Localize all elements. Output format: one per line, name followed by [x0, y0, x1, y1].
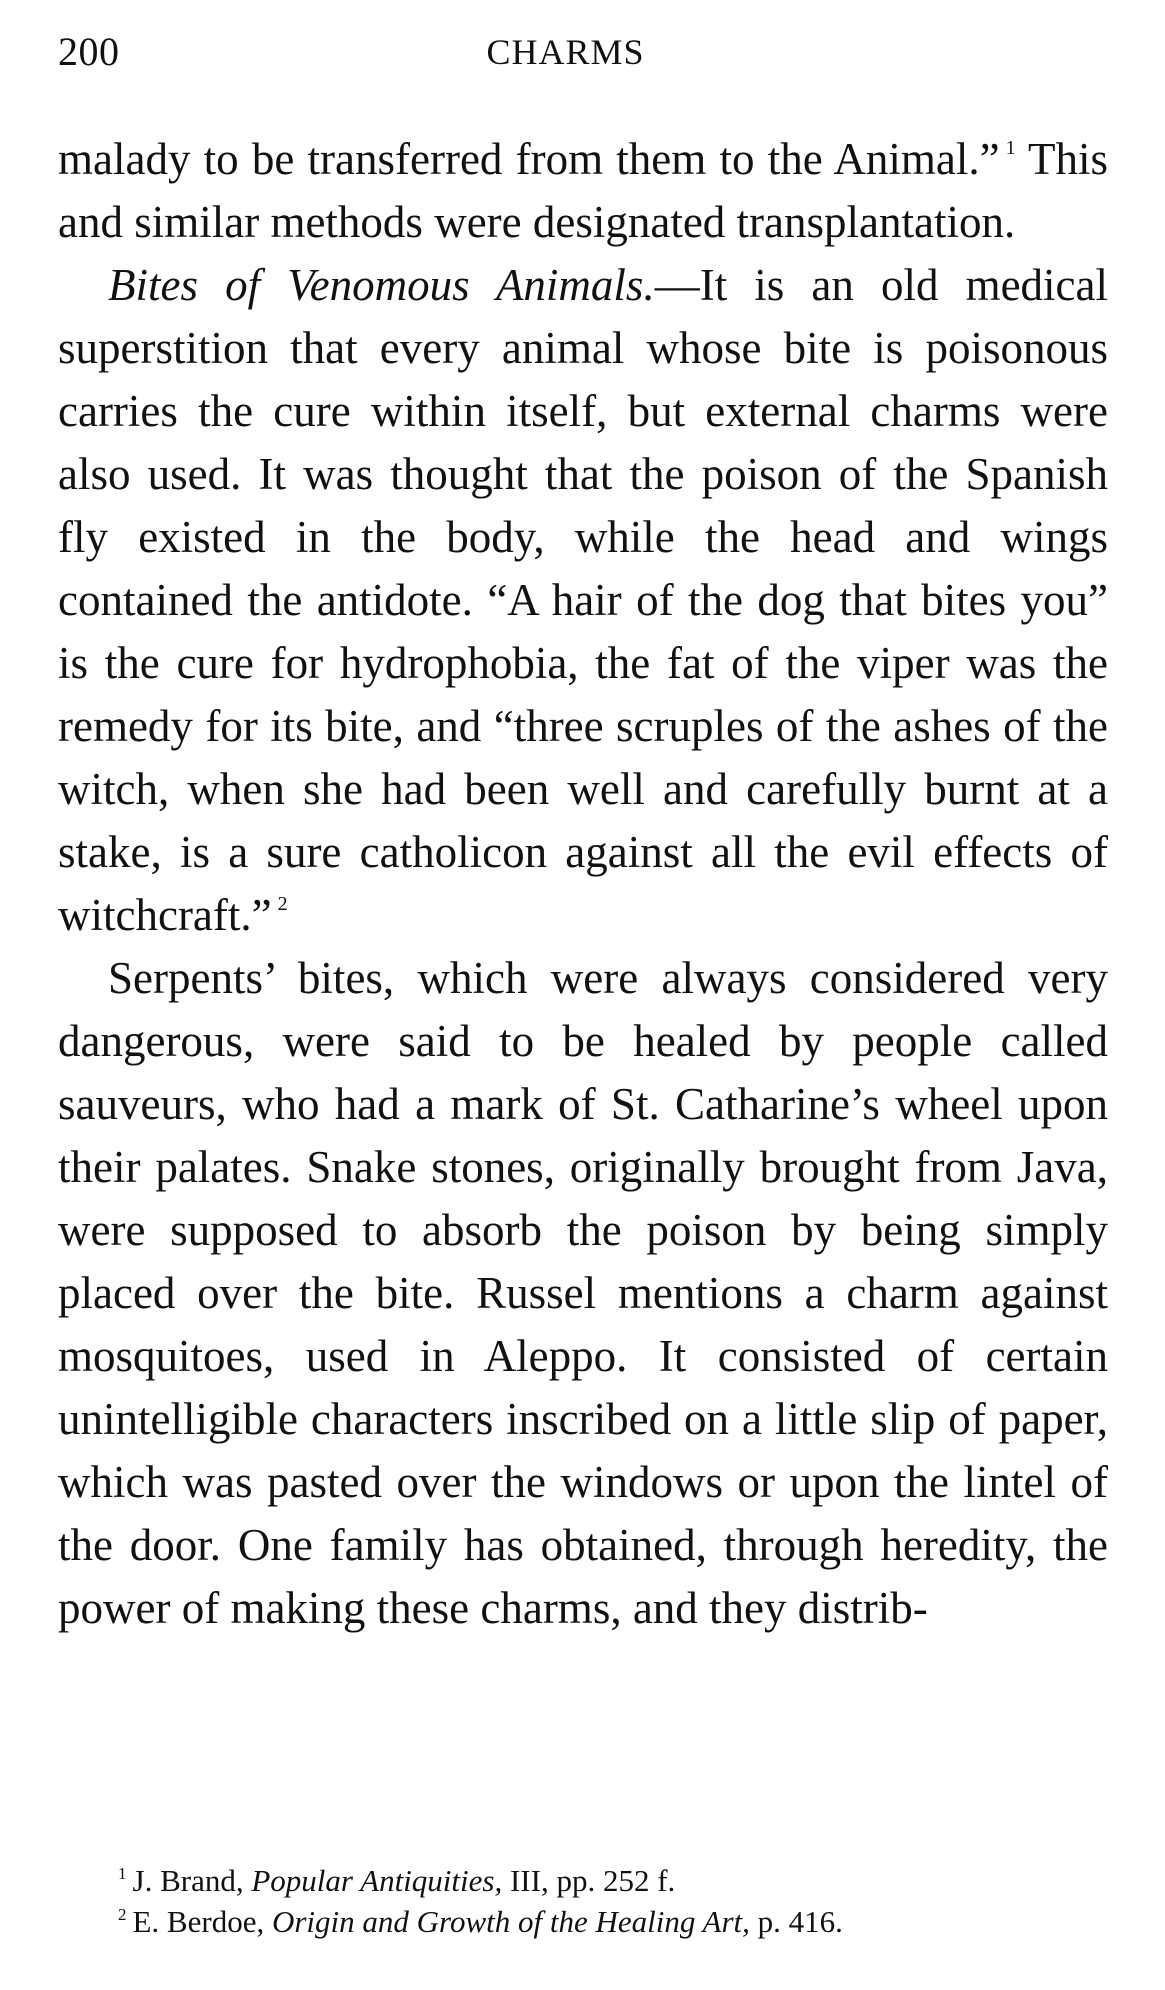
paragraph-3	[58, 947, 1108, 1640]
footnote-1	[118, 1860, 1108, 1901]
paragraph-3-text: Serpents’ bites, which were always considered very dangerous, were said to be healed by people called sauveurs, who had a mark of St. Catharine’s wheel upon their palates. Snake stones, originally brought from Java, were supposed to absorb the poison by being simply placed over the bite. Russel mentions a charm against mosquitoes, used in Aleppo. It consisted of certain unintelligible characters inscribed on a little slip of paper, which was pasted over the windows or upon the lintel of the door. One family has obtained, through heredity, the power of making these charms, and they distrib-	[58, 953, 1108, 1633]
footnote-author: J. Brand,	[132, 1863, 252, 1898]
footnote-ref-1: 1	[1005, 137, 1016, 159]
footnote-location: p. 416.	[749, 1904, 843, 1939]
footnotes	[118, 1860, 1108, 1942]
paragraph-1-text: malady to be transferred from them to the Animal.”	[58, 134, 1000, 184]
footnote-location: III, pp. 252 f.	[502, 1863, 676, 1898]
footnote-author: E. Berdoe,	[132, 1904, 272, 1939]
paragraph-1-tail: This and similar methods were designated transplantation.	[58, 134, 1109, 247]
footnote-marker: 1	[118, 1864, 127, 1883]
page-number: 200	[58, 29, 120, 74]
body-text	[58, 128, 1108, 1640]
paragraph-2-text: —It is an old medical superstition that every animal whose bite is poisonous carries the cure within itself, but external charms were also used. It was thought that the poison of the Spanish fly existed in the body, while the head and wings contained the antidote. “A hair of the dog that bites you” is the cure for hydrophobia, the fat of the viper was the remedy for its bite, and “three scruples of the ashes of the witch, when she had been well and carefully burnt at a stake, is a sure catholicon against all the evil effects of witchcraft.”	[58, 260, 1109, 940]
running-head: CHARMS	[486, 32, 645, 72]
footnote-ref-2: 2	[277, 893, 288, 915]
footnote-title: Popular Antiquities,	[251, 1863, 503, 1898]
page-header	[58, 28, 1107, 76]
footnote-2	[118, 1901, 1108, 1942]
paragraph-2	[58, 254, 1108, 947]
footnote-marker: 2	[118, 1905, 127, 1924]
section-heading: Bites of Venomous Animals.	[108, 260, 655, 310]
footnote-title: Origin and Growth of the Healing Art,	[271, 1904, 750, 1939]
paragraph-1	[58, 128, 1108, 254]
